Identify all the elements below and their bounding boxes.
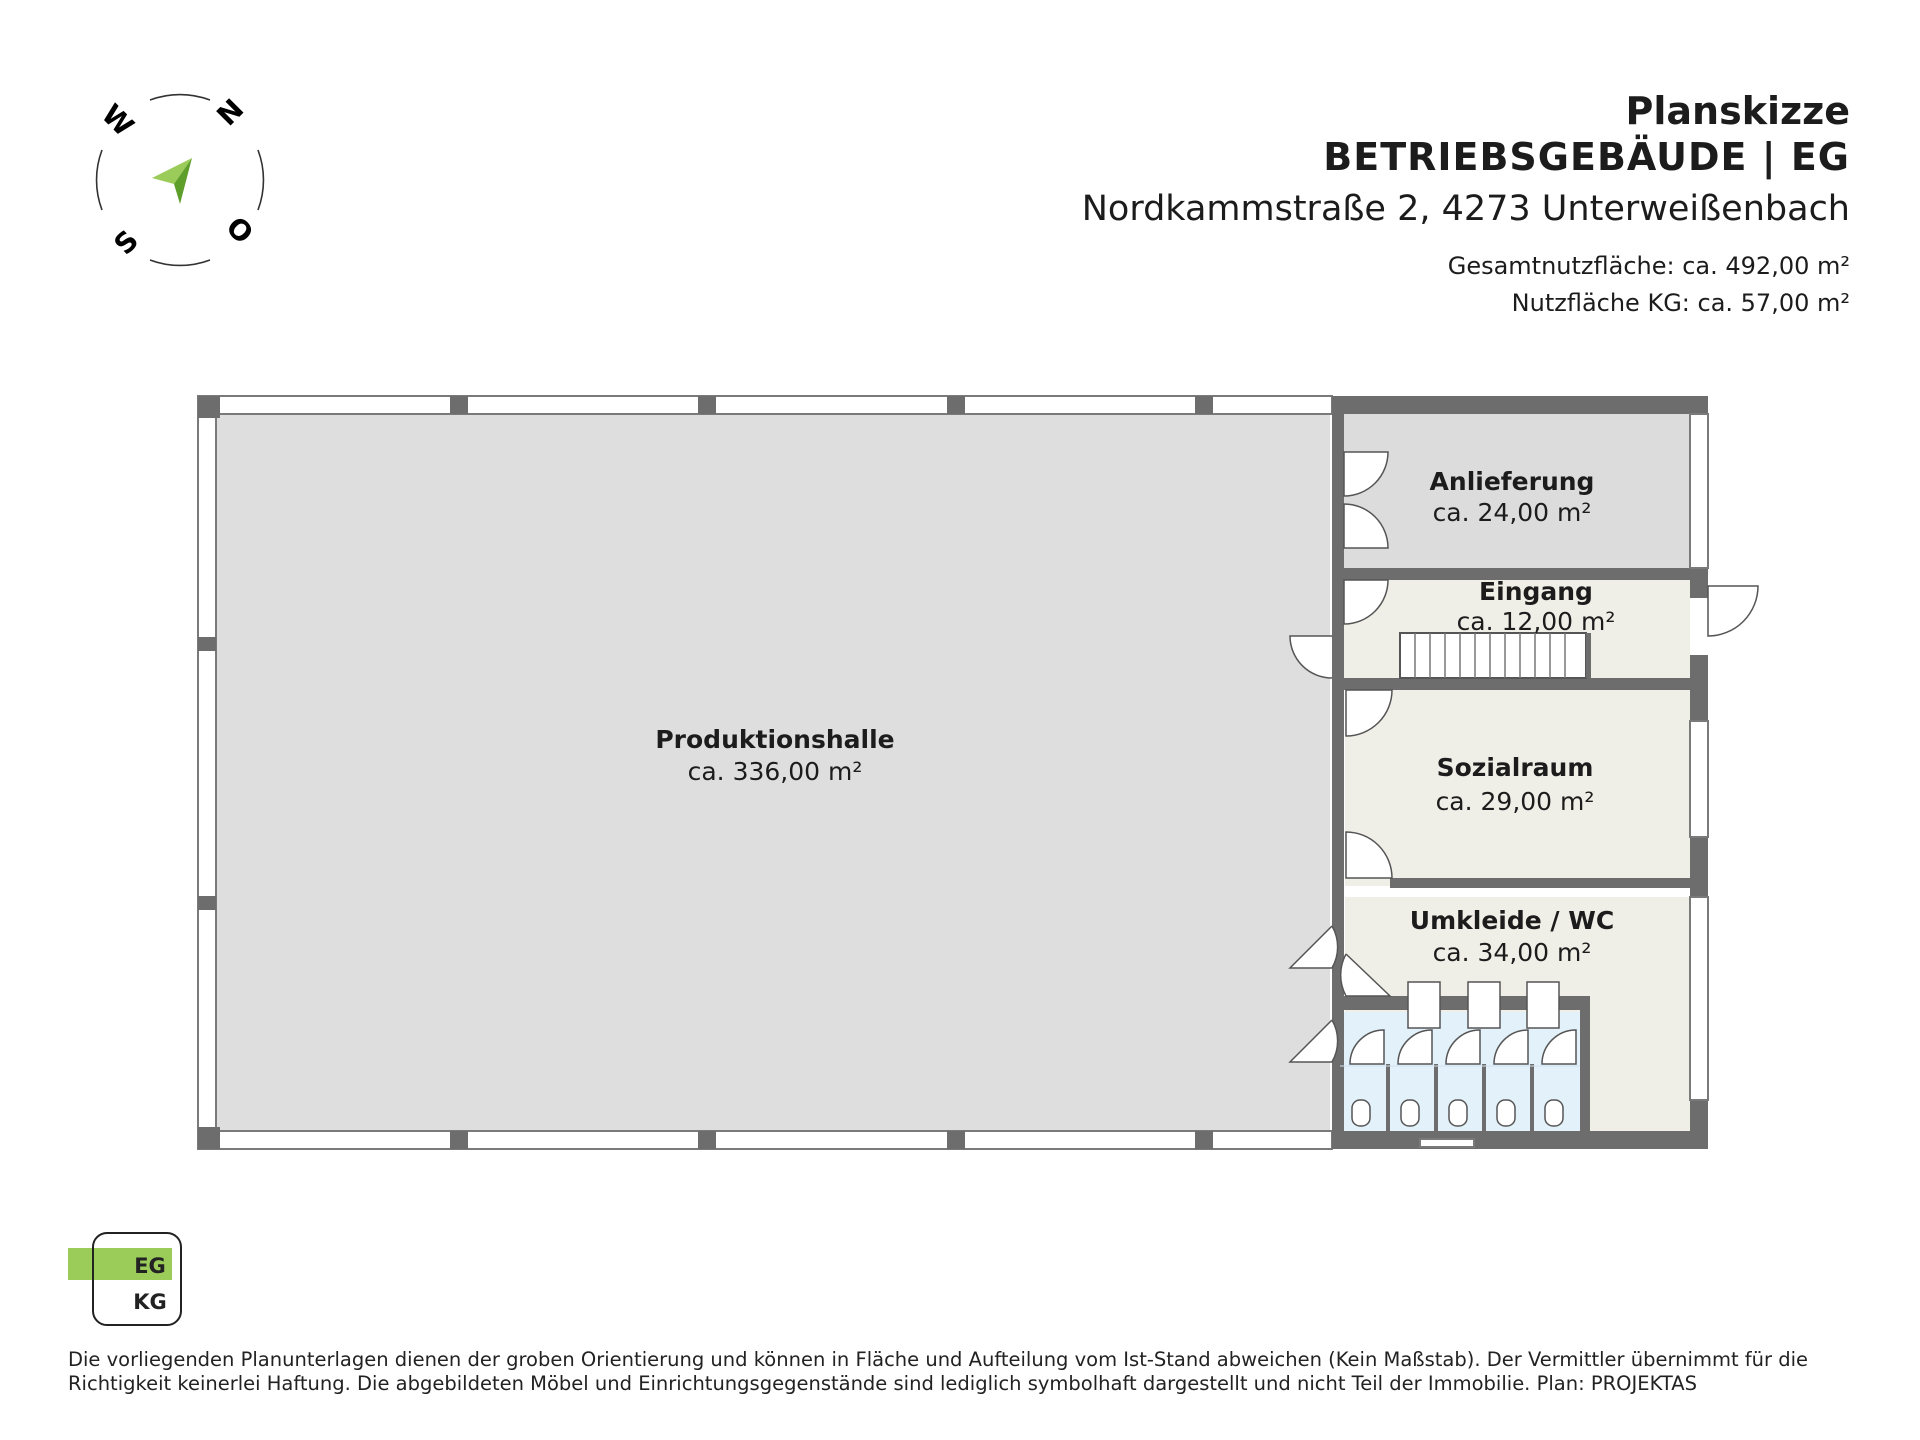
property-address: Nordkammstraße 2, 4273 Unterweißenbach — [1081, 189, 1850, 229]
plan-subtitle: BETRIEBSGEBÄUDE | EG — [1323, 135, 1850, 179]
washbasins — [1408, 982, 1559, 1028]
room-produktionshalle-label: Produktionshalle — [655, 725, 895, 754]
room-eingang-label: Eingang — [1479, 577, 1593, 606]
room-produktionshalle-area: ca. 336,00 m² — [687, 757, 863, 786]
basement-area: Nutzfläche KG: ca. 57,00 m² — [1511, 289, 1850, 317]
room-umkleide-area: ca. 34,00 m² — [1432, 938, 1592, 967]
compass-west-label: W — [95, 97, 141, 143]
stairs — [1400, 633, 1591, 678]
floor-selector — [68, 1232, 198, 1332]
room-anlieferung-label: Anlieferung — [1429, 467, 1595, 496]
total-area: Gesamtnutzfläche: ca. 492,00 m² — [1447, 252, 1850, 280]
disclaimer-text: Die vorliegenden Planunterlagen dienen der groben Orientierung und können in Fläche und Aufteilung vom Ist-Stand abweichen (Kein Maßstab). Der Vermittler übernimmt für die Richtigkeit keinerlei Haftung. Die abgebildeten Möbel und Einrichtungsgegenstände sind lediglich symbolhaft dargestellt und nicht Teil der Immobilie. Plan: PROJEKTAS — [68, 1348, 1809, 1395]
compass-north-label: N — [210, 92, 251, 133]
compass-south-label: S — [107, 223, 146, 262]
plan-title: Planskizze — [1625, 89, 1850, 133]
floor-eg-button[interactable]: EG — [134, 1254, 166, 1278]
floor-kg-button[interactable]: KG — [133, 1290, 167, 1314]
room-umkleide-label: Umkleide / WC — [1409, 906, 1615, 935]
room-eingang-area: ca. 12,00 m² — [1456, 607, 1616, 636]
compass-east-label: O — [219, 210, 260, 251]
room-sozialraum-label: Sozialraum — [1436, 753, 1594, 782]
room-anlieferung-area: ca. 24,00 m² — [1432, 498, 1592, 527]
room-sozialraum-area: ca. 29,00 m² — [1435, 787, 1595, 816]
